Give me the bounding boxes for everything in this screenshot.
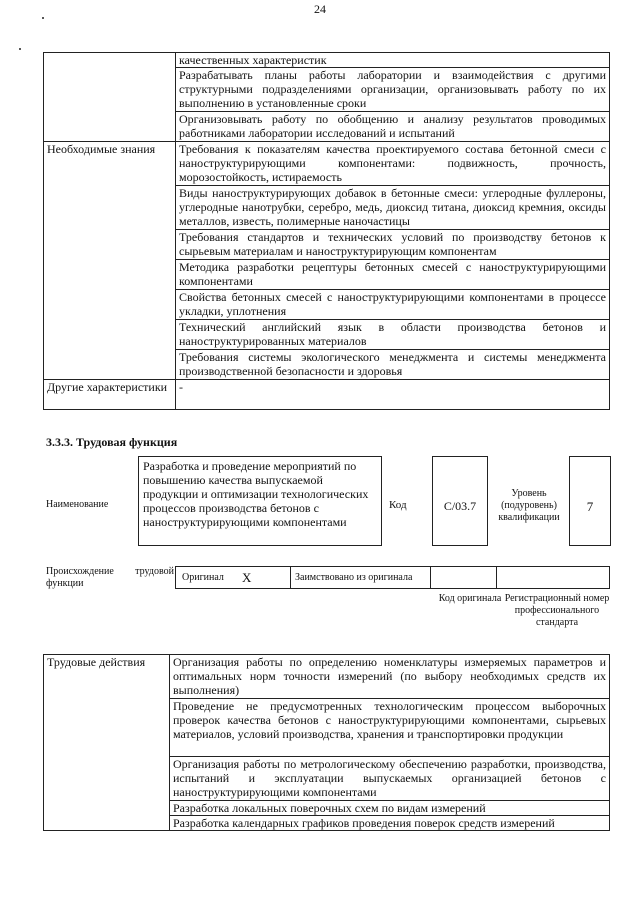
code-box bbox=[432, 456, 488, 546]
section-title: 3.3.3. Трудовая функция bbox=[46, 435, 178, 449]
level-label: Уровень (подуровень) квалификации bbox=[498, 488, 560, 523]
table-row bbox=[44, 53, 610, 68]
origin-row bbox=[175, 566, 610, 589]
origin-borrowed-cell bbox=[291, 567, 431, 588]
table-cell: Организовывать работу по обобщению и анализу результатов проводимых работниками лаборатории исследований и испытаний bbox=[176, 112, 610, 142]
table-cell: - bbox=[176, 380, 610, 410]
table-row bbox=[44, 655, 610, 699]
table-cell: Виды наноструктурирующих добавок в бетонные смеси: углеродные фуллероны, углеродные нанотрубки, серебро, медь, диоксид титана, диоксид кремния, оксиды металлов, известь, полимерные наночастицы bbox=[176, 186, 610, 230]
original-mark: X bbox=[242, 570, 252, 585]
table-cell: Требования стандартов и технических условий по производству бетонов к сырьевым материалам и наноструктурирующим компонентам bbox=[176, 230, 610, 260]
table-cell: Технический английский язык в области производства бетонов и наноструктурированных материалов bbox=[176, 320, 610, 350]
caption-code: Код оригинала bbox=[438, 593, 502, 604]
qualification-level: 7 bbox=[586, 499, 594, 514]
function-name: Разработка и проведение мероприятий по повышению качества выпускаемой продукции и оптимизации технологических процессов производства бетонов с наноструктурирующими компонентами bbox=[143, 459, 369, 529]
table-cell: Разрабатывать планы работы лаборатории и взаимодействия с другими структурными подразделениями организации, организовывать работу по их выполнению в установленные сроки bbox=[176, 68, 610, 112]
row-heading bbox=[44, 53, 176, 142]
origin-label: Происхождение трудовой функции bbox=[46, 566, 174, 589]
table-cell: Разработка календарных графиков проведения поверок средств измерений bbox=[170, 816, 610, 831]
function-code: C/03.7 bbox=[443, 499, 477, 513]
scan-speck bbox=[19, 48, 21, 50]
table-row bbox=[44, 380, 610, 410]
table-cell: Организация работы по определению номенклатуры измеряемых параметров и оптимальных норм точности измерений (по выбору необходимых средств их выполнения) bbox=[170, 655, 610, 699]
table-cell: Проведение не предусмотренных технологическим процессом выборочных проверок качества бетонов с наноструктурирующими компонентами, сырьевых материалов, условий производства, хранения и транспортировки продукции bbox=[170, 699, 610, 757]
actions-table bbox=[43, 654, 610, 831]
table-cell: Методика разработки рецептуры бетонных смесей с наноструктурирующими компонентами bbox=[176, 260, 610, 290]
row-heading-other: Другие характеристики bbox=[44, 380, 176, 410]
origin-code-cell bbox=[431, 567, 497, 588]
table-cell: Требования к показателям качества проектируемого состава бетонной смеси с наноструктурирующими компонентами: подвижность, прочность, морозостойкость, истираемость bbox=[176, 142, 610, 186]
knowledge-table bbox=[43, 52, 610, 410]
table-row bbox=[44, 142, 610, 186]
level-box bbox=[569, 456, 611, 546]
caption-reg: Регистрационный номер профессионального стандарта bbox=[504, 593, 610, 628]
table-cell: Разработка локальных поверочных схем по видам измерений bbox=[170, 801, 610, 816]
origin-reg-cell bbox=[497, 567, 609, 588]
name-label: Наименование bbox=[46, 499, 109, 510]
borrowed-label: Заимствовано из оригинала bbox=[295, 572, 413, 583]
original-label: Оригинал bbox=[182, 572, 224, 583]
table-cell: Организация работы по метрологическому обеспечению разработки, производства, испытаний и эксплуатации выпускаемых организацией бетонов с наноструктурирующими компонентами bbox=[170, 757, 610, 801]
origin-original-cell bbox=[176, 567, 291, 588]
table-cell: качественных характеристик bbox=[176, 53, 610, 68]
code-label: Код bbox=[389, 499, 407, 511]
function-name-box bbox=[138, 456, 382, 546]
table-cell: Требования системы экологического менеджмента и системы менеджмента производственной безопасности и здоровья bbox=[176, 350, 610, 380]
row-heading-actions: Трудовые действия bbox=[44, 655, 170, 831]
row-heading-knowledge: Необходимые знания bbox=[44, 142, 176, 380]
table-cell: Свойства бетонных смесей с наноструктурирующими компонентами в процессе укладки, уплотнения bbox=[176, 290, 610, 320]
scan-speck bbox=[42, 17, 44, 19]
page-number: 24 bbox=[314, 2, 326, 16]
